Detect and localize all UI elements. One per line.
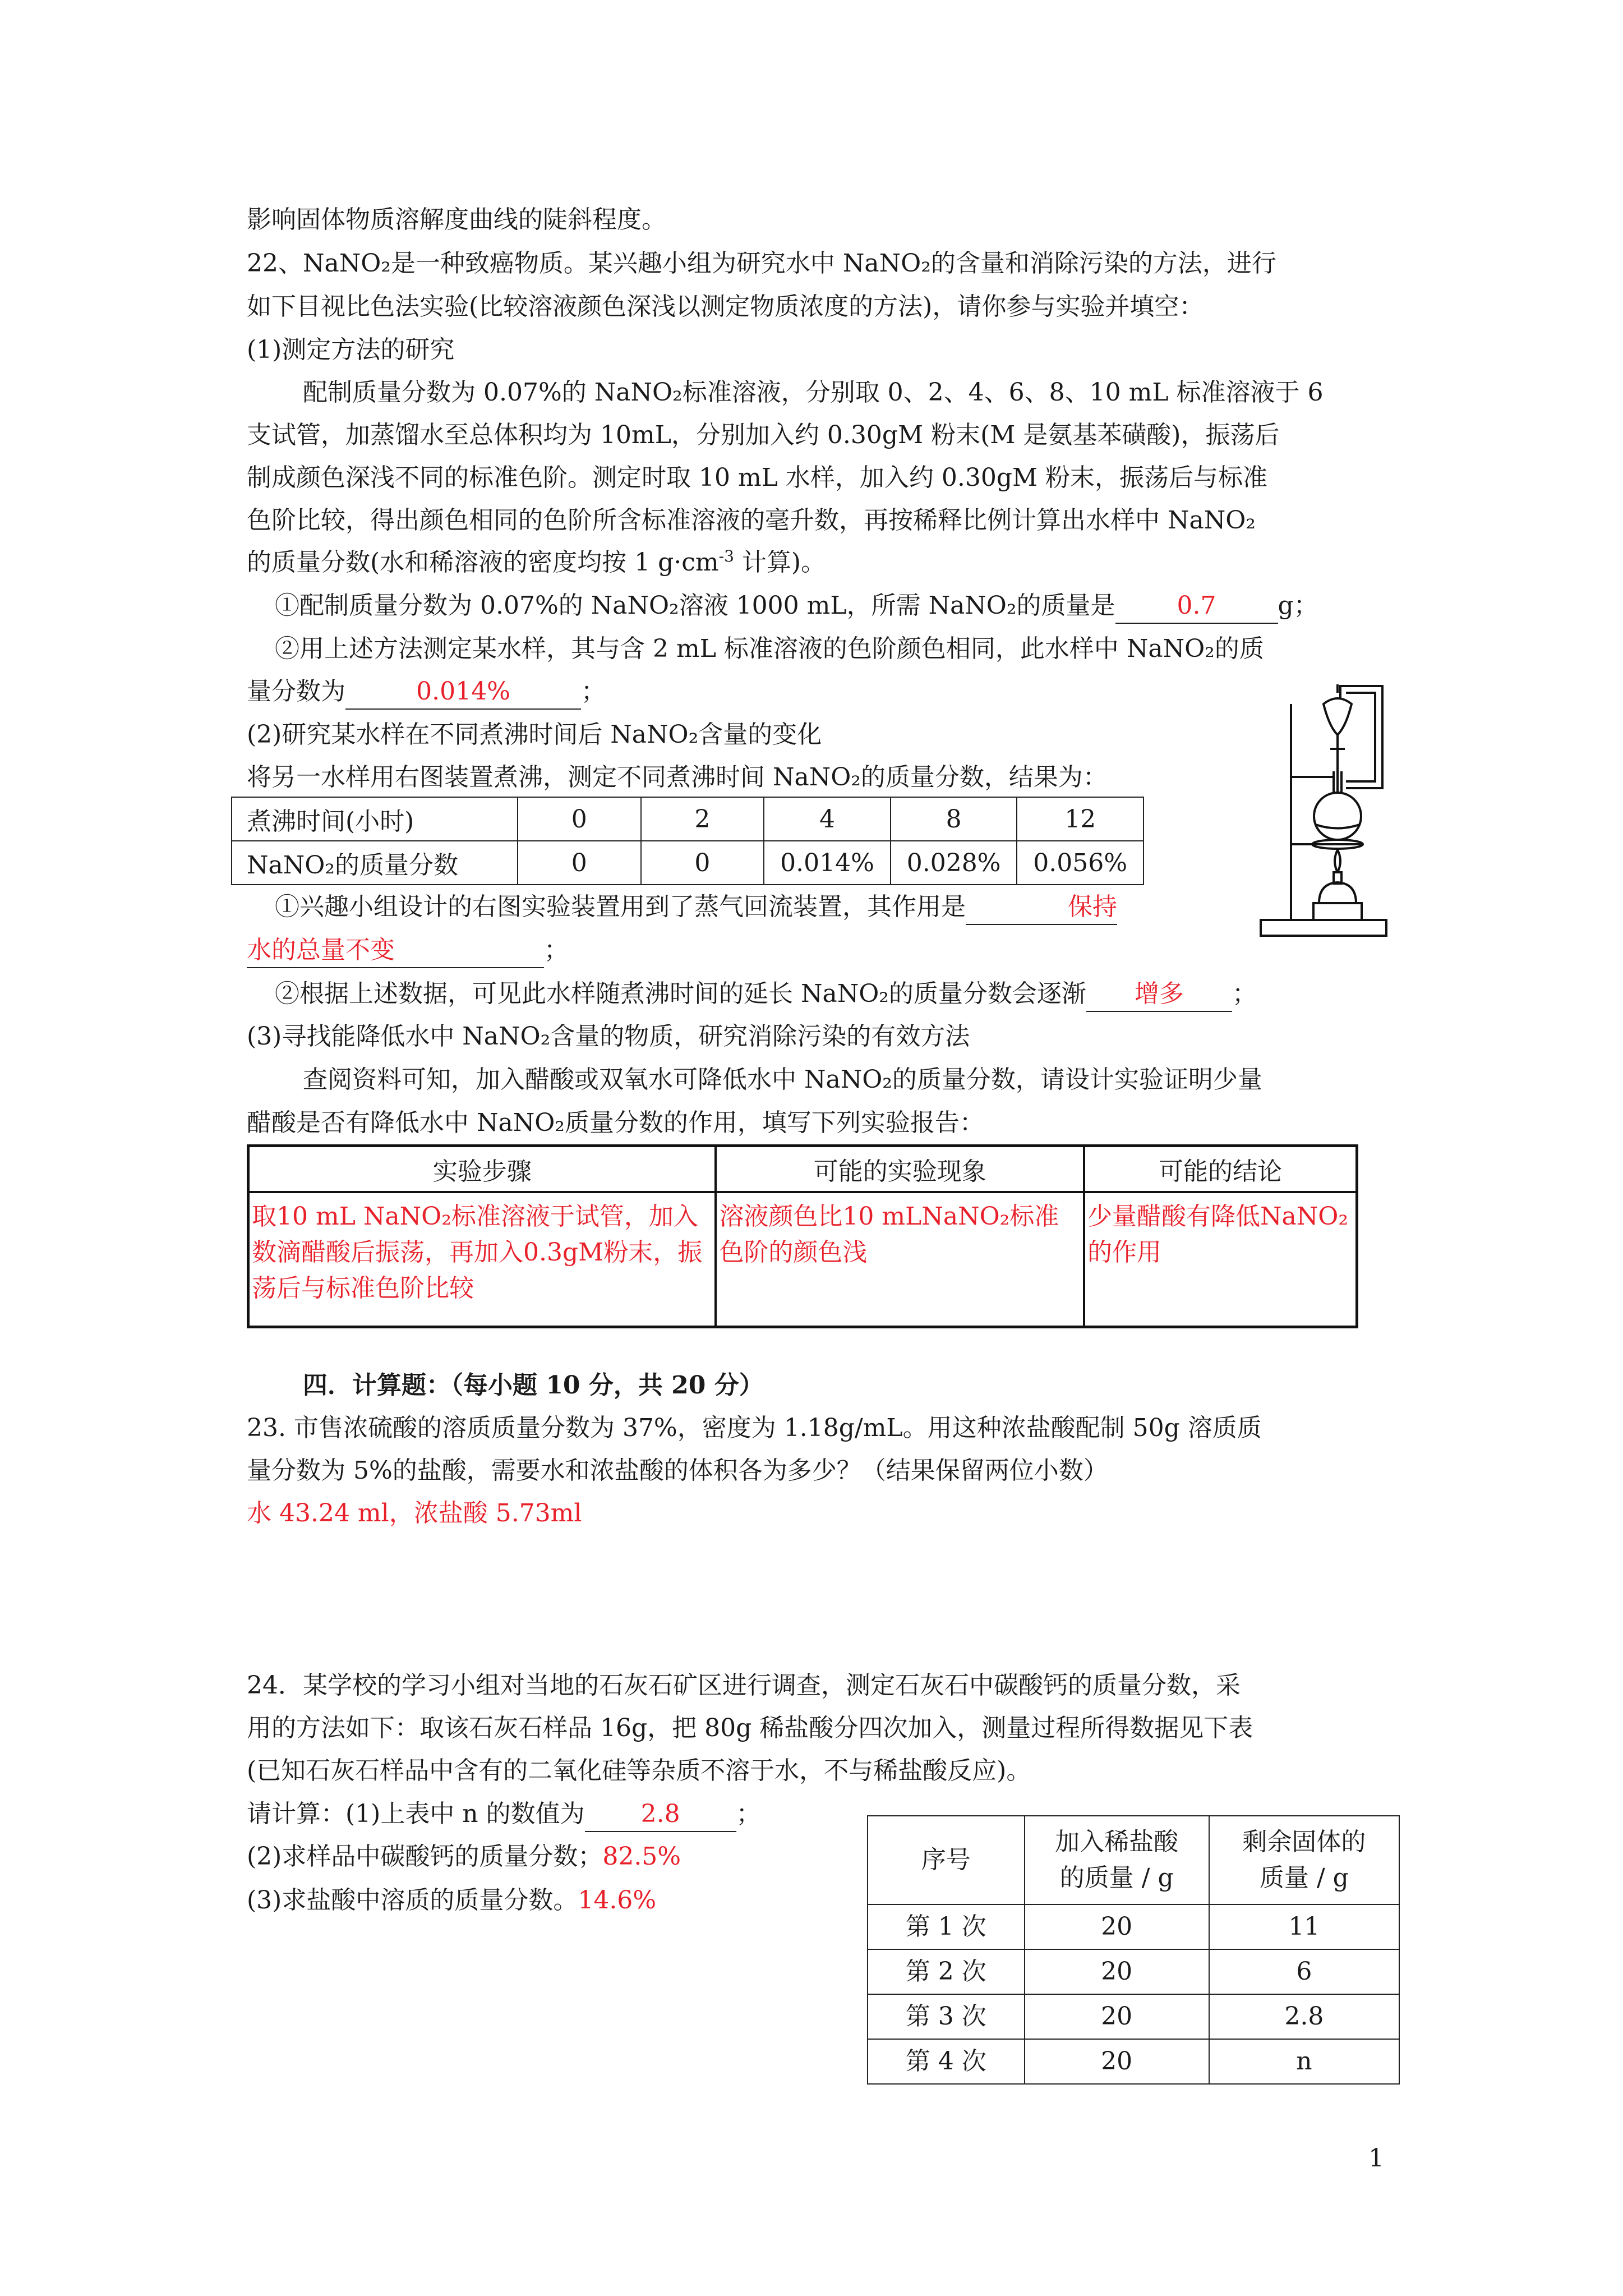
boil-time-label: 煮沸时间(小时) [232, 797, 518, 841]
q22-sub1: ①配制质量分数为 0.07%的 NaNO₂溶液 1000 mL，所需 NaNO₂的质量是 0.7 g； [275, 589, 1318, 624]
q24-row-acid: 20 [1025, 1994, 1209, 2039]
q24-row-solid: 6 [1209, 1949, 1399, 1994]
table-row [868, 1949, 1399, 1994]
q24-calc1: 请计算：(1)上表中 n 的数值为 2.8 ； [247, 1797, 761, 1832]
nano2-fraction-cell: 0.028% [891, 841, 1017, 885]
q24-line1: 24．某学校的学习小组对当地的石灰石矿区进行调查，测定石灰石中碳酸钙的质量分数，采 [247, 1671, 1241, 1700]
q24-data-table [867, 1815, 1400, 2085]
q24-row-solid: n [1209, 2039, 1399, 2084]
report-step-cell: 取10 mL NaNO₂标准溶液于试管，加入数滴醋酸后振荡，再加入0.3gM粉末，振荡后与标准色阶比较 [248, 1192, 716, 1327]
q22-sub2-line2: 量分数为 0.014% ； [247, 675, 606, 710]
table-row [248, 1192, 1357, 1327]
report-header-conclusion: 可能的结论 [1084, 1146, 1357, 1193]
q24-calc3-answer: 14.6% [578, 1886, 657, 1915]
q22-part3-line2: 醋酸是否有降低水中 NaNO₂质量分数的作用，填写下列实验报告： [247, 1108, 984, 1137]
nano2-fraction-cell: 0.056% [1017, 841, 1144, 885]
q24-row-no: 第 3 次 [868, 1994, 1025, 2039]
nano2-fraction-cell: 0.014% [764, 841, 891, 885]
q22-2b-answer: 增多 [1086, 977, 1232, 1012]
q24-row-acid: 20 [1025, 1904, 1209, 1949]
nano2-fraction-cell: 0 [641, 841, 764, 885]
q24-calc1-answer: 2.8 [585, 1797, 736, 1832]
q22-part2-title: (2)研究某水样在不同煮沸时间后 NaNO₂含量的变化 [247, 720, 822, 749]
q24-row-no: 第 1 次 [868, 1904, 1025, 1949]
q24-header-acid: 加入稀盐酸 的质量 / g [1025, 1816, 1209, 1904]
q24-row-solid: 2.8 [1209, 1994, 1399, 2039]
table-row [232, 841, 1144, 885]
q22-part1-title: (1)测定方法的研究 [247, 335, 455, 364]
q24-line2: 用的方法如下：取该石灰石样品 16g，把 80g 稀盐酸分四次加入，测量过程所得数据见下表 [247, 1714, 1253, 1742]
q22-2a-cont: 水的总量不变 ； [247, 933, 569, 968]
report-conclusion-cell: 少量醋酸有降低NaNO₂的作用 [1084, 1192, 1357, 1327]
report-header-phenomenon: 可能的实验现象 [716, 1146, 1084, 1193]
table-row [232, 797, 1144, 841]
nano2-fraction-label: NaNO₂的质量分数 [232, 841, 518, 885]
q24-calc3: (3)求盐酸中溶质的质量分数。14.6% [247, 1886, 657, 1915]
boil-time-cell: 4 [764, 797, 891, 841]
q22-p4: 色阶比较，得出颜色相同的色阶所含标准溶液的毫升数，再按稀释比例计算出水样中 NaNO₂ [247, 506, 1256, 535]
q22-2a: ①兴趣小组设计的右图实验装置用到了蒸气回流装置，其作用是 保持 [275, 890, 1117, 925]
q22-sub2-answer: 0.014% [345, 675, 581, 710]
boiling-data-table [231, 797, 1144, 885]
nano2-fraction-cell: 0 [518, 841, 641, 885]
q24-calc2-answer: 82.5% [602, 1842, 681, 1871]
q24-line3: (已知石灰石样品中含有的二氧化硅等杂质不溶于水，不与稀盐酸反应)。 [247, 1756, 1031, 1785]
q22-p3: 制成颜色深浅不同的标准色阶。测定时取 10 mL 水样，加入约 0.30gM 粉末，振荡后与标准 [247, 463, 1268, 492]
table-row [248, 1146, 1357, 1193]
table-row [868, 1904, 1399, 1949]
alcohol-lamp [1319, 882, 1356, 903]
q22-part3-title: (3)寻找能降低水中 NaNO₂含量的物质，研究消除污染的有效方法 [247, 1022, 970, 1051]
q22-2a-answer-part1: 保持 [966, 890, 1117, 925]
q24-calc2: (2)求样品中碳酸钙的质量分数；82.5% [247, 1842, 681, 1871]
q24-row-acid: 20 [1025, 2039, 1209, 2084]
funnel-shape [1324, 698, 1352, 735]
q24-row-no: 第 2 次 [868, 1949, 1025, 1994]
q22-part3-line1: 查阅资料可知，加入醋酸或双氧水可降低水中 NaNO₂的质量分数，请设计实验证明少量 [303, 1065, 1262, 1094]
q22-sub1-answer: 0.7 [1115, 589, 1278, 624]
boil-time-cell: 0 [518, 797, 641, 841]
q22-p5: 的质量分数(水和稀溶液的密度均按 1 $g\cdot cm^{-3}$ 计算)。 [247, 547, 826, 577]
q23-answer: 水 43.24 ml，浓盐酸 5.73ml [247, 1499, 582, 1527]
table-row [868, 1994, 1399, 2039]
report-phenomenon-cell: 溶液颜色比10 mLNaNO₂标准色阶的颜色浅 [716, 1192, 1084, 1327]
q22-p2: 支试管，加蒸馏水至总体积均为 10mL，分别加入约 0.30gM 粉末(M 是氨基苯磺酸)，振荡后 [247, 421, 1280, 449]
boil-time-cell: 8 [891, 797, 1017, 841]
q23-line2: 量分数为 5%的盐酸，需要水和浓盐酸的体积各为多少？（结果保留两位小数） [247, 1456, 1108, 1485]
q24-row-solid: 11 [1209, 1904, 1399, 1949]
q22-sub2-line1: ②用上述方法测定某水样，其与含 2 mL 标准溶液的色阶颜色相同，此水样中 NaNO₂的质 [275, 634, 1264, 663]
experiment-report-table [247, 1144, 1358, 1328]
intro-line: 影响固体物质溶解度曲线的陡斜程度。 [247, 205, 666, 234]
q22-part2-line: 将另一水样用右图装置煮沸，测定不同煮沸时间 NaNO₂的质量分数，结果为： [247, 763, 1108, 792]
q22-line2: 如下目视比色法实验(比较溶液颜色深浅以测定物质浓度的方法)，请你参与实验并填空： [247, 292, 1204, 321]
q24-header-no: 序号 [868, 1816, 1025, 1904]
table-row [868, 2039, 1399, 2084]
boil-time-cell: 2 [641, 797, 764, 841]
table-row [868, 1816, 1399, 1904]
q22-line1: 22、NaNO₂是一种致癌物质。某兴趣小组为研究水中 NaNO₂的含量和消除污染的方法，进行 [247, 249, 1276, 278]
page-number: 1 [1368, 2144, 1384, 2173]
q24-row-acid: 20 [1025, 1949, 1209, 1994]
q22-2a-answer-part2: 水的总量不变 [247, 933, 544, 968]
q24-header-solid: 剩余固体的 质量 / g [1209, 1816, 1399, 1904]
boil-time-cell: 12 [1017, 797, 1144, 841]
section4-title: 四．计算题：（每小题 10 分，共 20 分） [303, 1371, 764, 1400]
stand-base [1261, 920, 1386, 936]
round-flask [1314, 793, 1361, 840]
q23-line1: 23. 市售浓硫酸的溶质质量分数为 37%，密度为 1.18g/mL。用这种浓盐酸配制 50g 溶质质 [247, 1414, 1262, 1442]
report-header-steps: 实验步骤 [248, 1146, 716, 1193]
q22-2b: ②根据上述数据，可见此水样随煮沸时间的延长 NaNO₂的质量分数会逐渐 增多 ； [275, 977, 1257, 1012]
q22-p1: 配制质量分数为 0.07%的 NaNO₂标准溶液，分别取 0、2、4、6、8、10 mL 标准溶液于 6 [303, 378, 1324, 407]
reflux-apparatus-figure [1256, 682, 1391, 940]
q24-row-no: 第 4 次 [868, 2039, 1025, 2084]
